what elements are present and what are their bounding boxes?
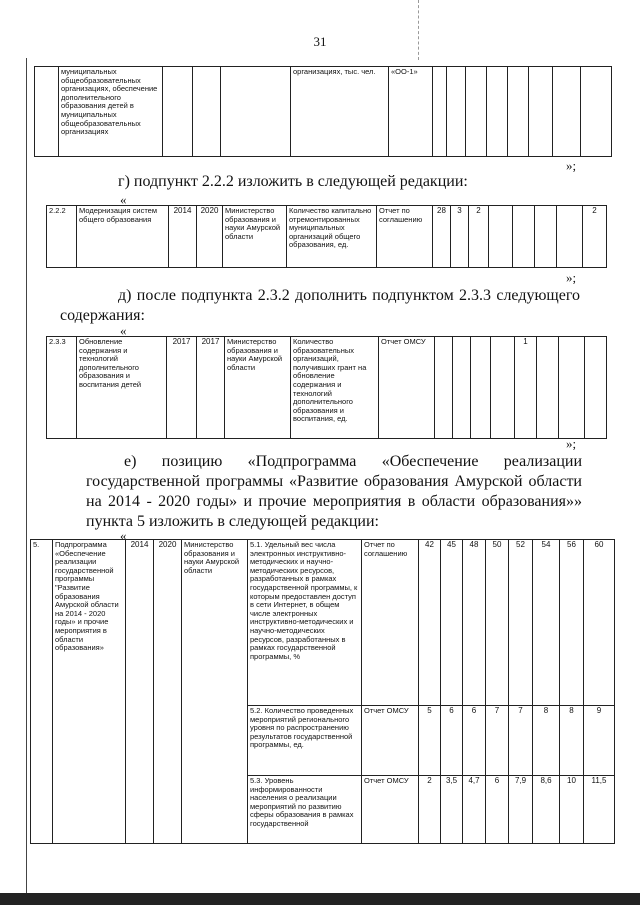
t3-r2-v7: 8 bbox=[560, 706, 584, 776]
t3-r3-v6: 8,6 bbox=[533, 776, 560, 844]
page-number: 31 bbox=[313, 34, 327, 49]
scan-edge bbox=[0, 893, 640, 905]
t3-r3-v7: 10 bbox=[560, 776, 584, 844]
scan-left-edge bbox=[26, 58, 27, 893]
open-quote-3: « bbox=[120, 528, 127, 543]
t3-r3-v2: 3,5 bbox=[441, 776, 463, 844]
t1-v4 bbox=[489, 206, 513, 268]
t2-end: 2017 bbox=[197, 337, 225, 439]
t3-r2-v4: 7 bbox=[486, 706, 509, 776]
t3-start: 2014 bbox=[126, 540, 154, 844]
para-g: г) подпункт 2.2.2 изложить в следующей редакции: bbox=[118, 173, 468, 190]
t3-r2-v2: 6 bbox=[441, 706, 463, 776]
t2-v3 bbox=[471, 337, 491, 439]
t3-r1-source: Отчет по соглашению bbox=[362, 540, 419, 706]
t1-v2: 3 bbox=[451, 206, 469, 268]
t3-r1-v8: 60 bbox=[584, 540, 615, 706]
t0-num bbox=[35, 67, 59, 157]
t3-r1-v6: 54 bbox=[533, 540, 560, 706]
para-d: д) после подпункта 2.3.2 дополнить подпунктом 2.3.3 следующего содержания: bbox=[60, 287, 580, 324]
t2-name: Обновление содержания и технологий дополнительного образования и воспитания детей bbox=[77, 337, 167, 439]
t3-r1-v2: 45 bbox=[441, 540, 463, 706]
t1-v3: 2 bbox=[469, 206, 489, 268]
t3-r3-v3: 4,7 bbox=[463, 776, 486, 844]
fold-line bbox=[418, 0, 419, 60]
t1-name: Модернизация систем общего образования bbox=[77, 206, 169, 268]
t2-start: 2017 bbox=[167, 337, 197, 439]
t1-v1: 28 bbox=[433, 206, 451, 268]
t3-executor: Министерство образования и науки Амурской области bbox=[182, 540, 248, 844]
closing-quote-3: »; bbox=[566, 436, 577, 451]
t3-name: Подпрограмма «Обеспечение реализации государственной программы "Развитие образования Амурской области на 2014 - 2020 годы» и прочие мероприятия в области образования» bbox=[53, 540, 126, 844]
t3-r2-v3: 6 bbox=[463, 706, 486, 776]
t3-r3-source: Отчет ОМСУ bbox=[362, 776, 419, 844]
t1-v6 bbox=[535, 206, 557, 268]
t3-r2-v8: 9 bbox=[584, 706, 615, 776]
t3-r1-v3: 48 bbox=[463, 540, 486, 706]
t3-r3-v4: 6 bbox=[486, 776, 509, 844]
t2-indicator: Количество образовательных организаций, получивших грант на обновление содержания и технологий дополнительного образования и воспитания, ед. bbox=[291, 337, 379, 439]
closing-quote-2: »; bbox=[566, 270, 577, 285]
t2-num: 2.3.3 bbox=[47, 337, 77, 439]
t1-v8: 2 bbox=[583, 206, 607, 268]
t1-end: 2020 bbox=[197, 206, 223, 268]
t2-v4 bbox=[491, 337, 515, 439]
table-2-3-3 bbox=[46, 336, 607, 439]
t1-executor: Министерство образования и науки Амурской области bbox=[223, 206, 287, 268]
t3-r1-v5: 52 bbox=[509, 540, 533, 706]
t3-r3-indicator: 5.3. Уровень информированности населения о реализации мероприятий по развитию сферы образования в рамках государственной bbox=[248, 776, 362, 844]
t3-r2-source: Отчет ОМСУ bbox=[362, 706, 419, 776]
t3-num: 5. bbox=[31, 540, 53, 844]
t3-r3-v8: 11,5 bbox=[584, 776, 615, 844]
t3-r1-v4: 50 bbox=[486, 540, 509, 706]
t3-r1-v7: 56 bbox=[560, 540, 584, 706]
t0-name: муниципальных общеобразовательных организациях, обеспечение дополнительного образования детей в муниципальных общеобразовательных организациях bbox=[59, 67, 163, 157]
t1-v5 bbox=[513, 206, 535, 268]
t3-r2-indicator: 5.2. Количество проведенных мероприятий регионального уровня по распространению результатов государственной программы, ед. bbox=[248, 706, 362, 776]
t2-v1 bbox=[435, 337, 453, 439]
t3-r1-v1: 42 bbox=[419, 540, 441, 706]
t3-r3-v5: 7,9 bbox=[509, 776, 533, 844]
open-quote-1: « bbox=[120, 192, 127, 207]
t1-num: 2.2.2 bbox=[47, 206, 77, 268]
t2-executor: Министерство образования и науки Амурской области bbox=[225, 337, 291, 439]
t3-r3-v1: 2 bbox=[419, 776, 441, 844]
t0-indicator: организациях, тыс. чел. bbox=[291, 67, 389, 157]
t3-r2-v6: 8 bbox=[533, 706, 560, 776]
t2-v5: 1 bbox=[515, 337, 537, 439]
table-2-2-2 bbox=[46, 205, 607, 268]
t2-v7 bbox=[559, 337, 585, 439]
t3-r2-v1: 5 bbox=[419, 706, 441, 776]
t2-v6 bbox=[537, 337, 559, 439]
para-e: е) позицию «Подпрограмма «Обеспечение реализации государственной программы «Развитие образования Амурской области на 2014 - 2020 годы» и прочие мероприятия в области образования»» пункта 5 изложить в следующей редакции: bbox=[86, 453, 582, 530]
t3-r2-v5: 7 bbox=[509, 706, 533, 776]
t2-source: Отчет ОМСУ bbox=[379, 337, 435, 439]
t3-r1-indicator: 5.1. Удельный вес числа электронных инструктивно-методических и научно-методических ресурсов, разработанных в рамках государственной программы, к которым предоставлен доступ в сети Интернет, в общем числе электронных инструктивно-методических и научно-методических ресурсов, разработанных в рамках государственной программы, % bbox=[248, 540, 362, 706]
t1-source: Отчет по соглашению bbox=[377, 206, 433, 268]
t1-start: 2014 bbox=[169, 206, 197, 268]
t0-source: «ОО-1» bbox=[389, 67, 433, 157]
t1-v7 bbox=[557, 206, 583, 268]
table-continuation bbox=[34, 66, 612, 157]
open-quote-2: « bbox=[120, 323, 127, 338]
t2-v2 bbox=[453, 337, 471, 439]
table-5 bbox=[30, 539, 615, 844]
t2-v8 bbox=[585, 337, 607, 439]
t1-indicator: Количество капитально отремонтированных муниципальных организаций общего образования, ед. bbox=[287, 206, 377, 268]
closing-quote-1: »; bbox=[566, 158, 577, 173]
t3-end: 2020 bbox=[154, 540, 182, 844]
